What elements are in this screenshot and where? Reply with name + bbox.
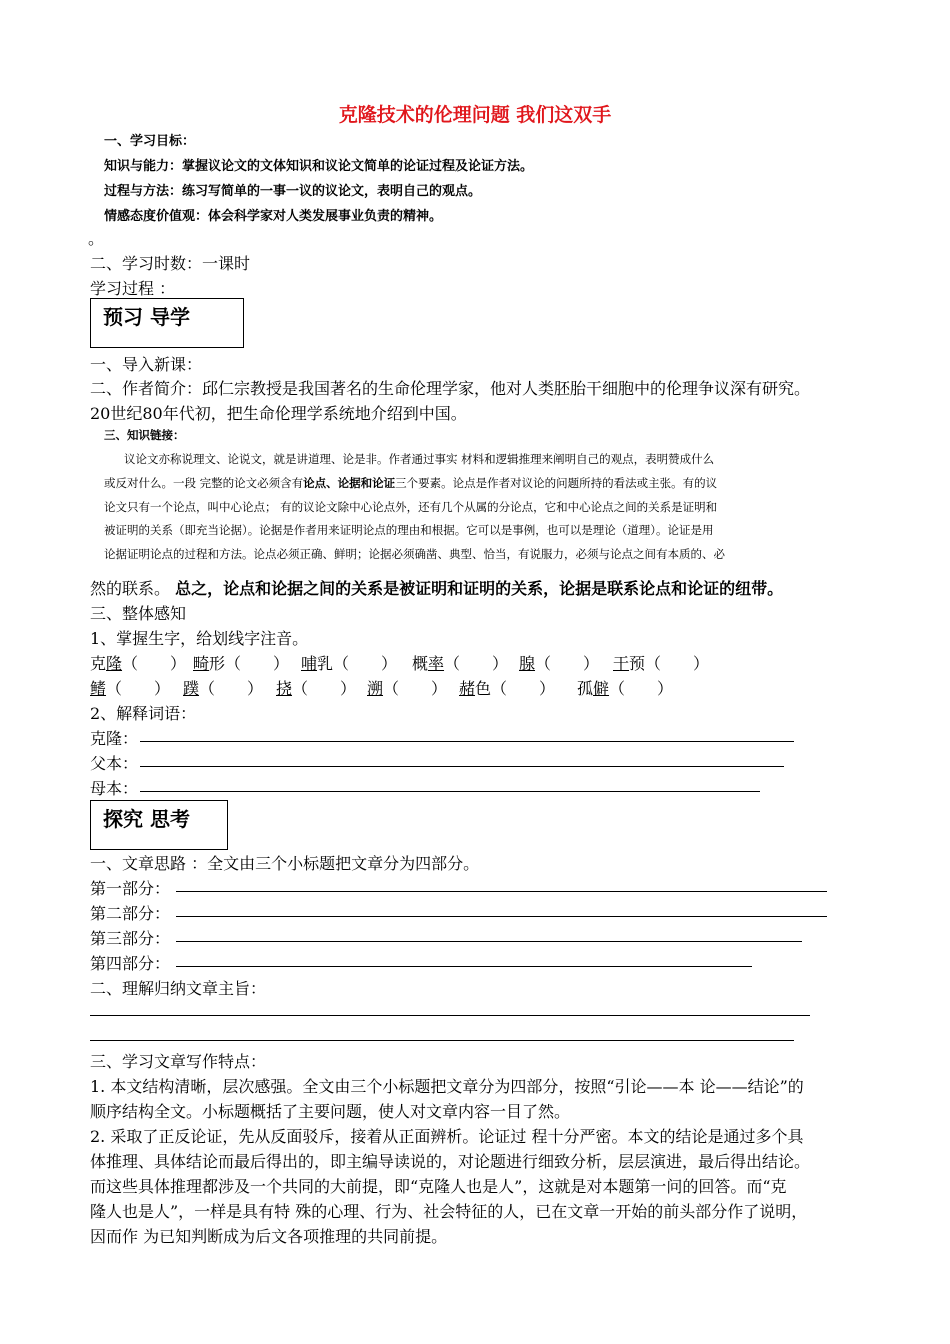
page-title: 克隆技术的伦理问题 我们这双手 [338, 104, 612, 126]
knowledge-link-line1: 议论文亦称说理文、论说文，就是讲道理、论是非。作者通过事实 材料和逻辑推理来阐明自己的观点，表明赞成什么 [124, 452, 715, 466]
answer-line [140, 741, 794, 742]
writing-point1-line2: 顺序结构全文。小标题概括了主要问题，使人对文章内容一目了然。 [90, 1102, 571, 1121]
theme-question: 二、理解归纳文章主旨： [90, 979, 267, 998]
vocabulary-question: 2、解释词语： [90, 704, 197, 723]
part-label: 第一部分： [90, 879, 171, 898]
objective-knowledge: 知识与能力：掌握议论文的文体知识和议论文简单的论证过程及论证方法。 [104, 159, 534, 174]
part-label: 第四部分： [90, 954, 171, 973]
author-intro-line2: 20世纪80年代初，把生命伦理学系统地介绍到中国。 [90, 404, 467, 423]
knowledge-link-line4: 被证明的关系（即充当论据）。论据是作者用来证明论点的理由和根据。它可以是事例，也可以是理论（道理）。论证是用 [104, 523, 714, 537]
stray-mark: 。 [88, 229, 105, 248]
part-label: 第二部分： [90, 904, 171, 923]
term-label: 克隆： [90, 729, 139, 748]
objective-process: 过程与方法：练习写简单的一事一议的议论文，表明自己的观点。 [104, 184, 482, 199]
pronunciation-question: 1、掌握生字，给划线字注音。 [90, 629, 309, 648]
writing-point2-line1: 2. 采取了正反论证，先从反面驳斥，接着从正面辨析。论证过 程十分严密。本文的结论是通过多个具 [90, 1127, 804, 1146]
answer-line [176, 966, 752, 967]
pronunciation-item: 概率（ ） [412, 654, 509, 673]
pronunciation-item: 畸形（ ） [193, 654, 290, 673]
author-intro-line1: 二、作者简介：邱仁宗教授是我国著名的生命伦理学家，他对人类胚胎干细胞中的伦理争议深有研究。 [90, 379, 811, 398]
summary-line: 然的联系。 总之，论点和论据之间的关系是被证明和证明的关系，论据是联系论点和论证的纽带。 [90, 579, 784, 598]
pronunciation-item: 蹼（ ） [183, 679, 264, 698]
pronunciation-item: 鳍（ ） [90, 679, 171, 698]
writing-point2-line5: 因而作 为已知判断成为后文各项推理的共同前提。 [90, 1227, 448, 1246]
answer-line [90, 1040, 794, 1041]
writing-point2-line2: 体推理、具体结论而最后得出的，即主编导读说的，对论题进行细致分析，层层演进，最后得出结论。 [90, 1152, 811, 1171]
pronunciation-item: 溯（ ） [367, 679, 448, 698]
study-process-label: 学习过程 ： [90, 279, 176, 298]
preview-section-title: 预习 导学 [103, 305, 190, 329]
part-label: 第三部分： [90, 929, 171, 948]
explore-section-box [90, 800, 228, 850]
pronunciation-item: 挠（ ） [276, 679, 357, 698]
overall-heading: 三、整体感知 [90, 604, 187, 623]
writing-point2-line3: 而这些具体推理都涉及一个共同的大前提，即“克隆人也是人”，这就是对本题第一问的回答。而“克 [90, 1177, 787, 1196]
study-hours: 二、学习时数：一课时 [90, 254, 251, 273]
answer-line [90, 1015, 810, 1016]
term-label: 父本： [90, 754, 139, 773]
pronunciation-item: 干预（ ） [613, 654, 710, 673]
knowledge-link-line5: 论据证明论点的过程和方法。论点必须正确、鲜明；论据必须确凿、典型、恰当，有说服力，必须与论点之间有本质的、必 [104, 547, 725, 561]
explore-section-title: 探究 思考 [103, 807, 190, 831]
intro-heading: 一、导入新课： [90, 355, 203, 374]
knowledge-link-line2: 或反对什么。一段 完整的论文必须含有论点、论据和论证三个要素。论点是作者对议论的问题所持的看法或主张。有的议 [104, 476, 718, 490]
writing-point2-line4: 隆人也是人”，一样是具有特 殊的心理、行为、社会特征的人，已在文章一开始的前头部分作了说明， [90, 1202, 808, 1221]
objectives-heading: 一、学习目标： [104, 134, 196, 149]
answer-line [176, 941, 802, 942]
term-label: 母本： [90, 779, 139, 798]
objective-emotion: 情感态度价值观：体会科学家对人类发展事业负责的精神。 [104, 209, 443, 224]
article-idea: 一、文章思路 ：全文由三个小标题把文章分为四部分。 [90, 854, 480, 873]
preview-section-box [90, 298, 244, 348]
answer-line [140, 791, 760, 792]
writing-heading: 三、学习文章写作特点： [90, 1052, 267, 1071]
pronunciation-item: 克隆（ ） [90, 654, 187, 673]
knowledge-link-heading: 三、知识链接： [104, 428, 185, 442]
pronunciation-item: 哺乳（ ） [301, 654, 398, 673]
pronunciation-item: 赭色（ ） [459, 679, 556, 698]
pronunciation-item: 腺（ ） [519, 654, 600, 673]
writing-point1-line1: 1. 本文结构清晰，层次感强。全文由三个小标题把文章分为四部分，按照“引论——本 论——结论”的 [90, 1077, 804, 1096]
answer-line [140, 766, 784, 767]
pronunciation-item: 孤僻（ ） [577, 679, 674, 698]
knowledge-link-line3: 论文只有一个论点，叫中心论点； 有的议论文除中心论点外，还有几个从属的分论点，它和中心论点之间的关系是证明和 [104, 500, 718, 514]
answer-line [176, 916, 827, 917]
answer-line [176, 891, 827, 892]
